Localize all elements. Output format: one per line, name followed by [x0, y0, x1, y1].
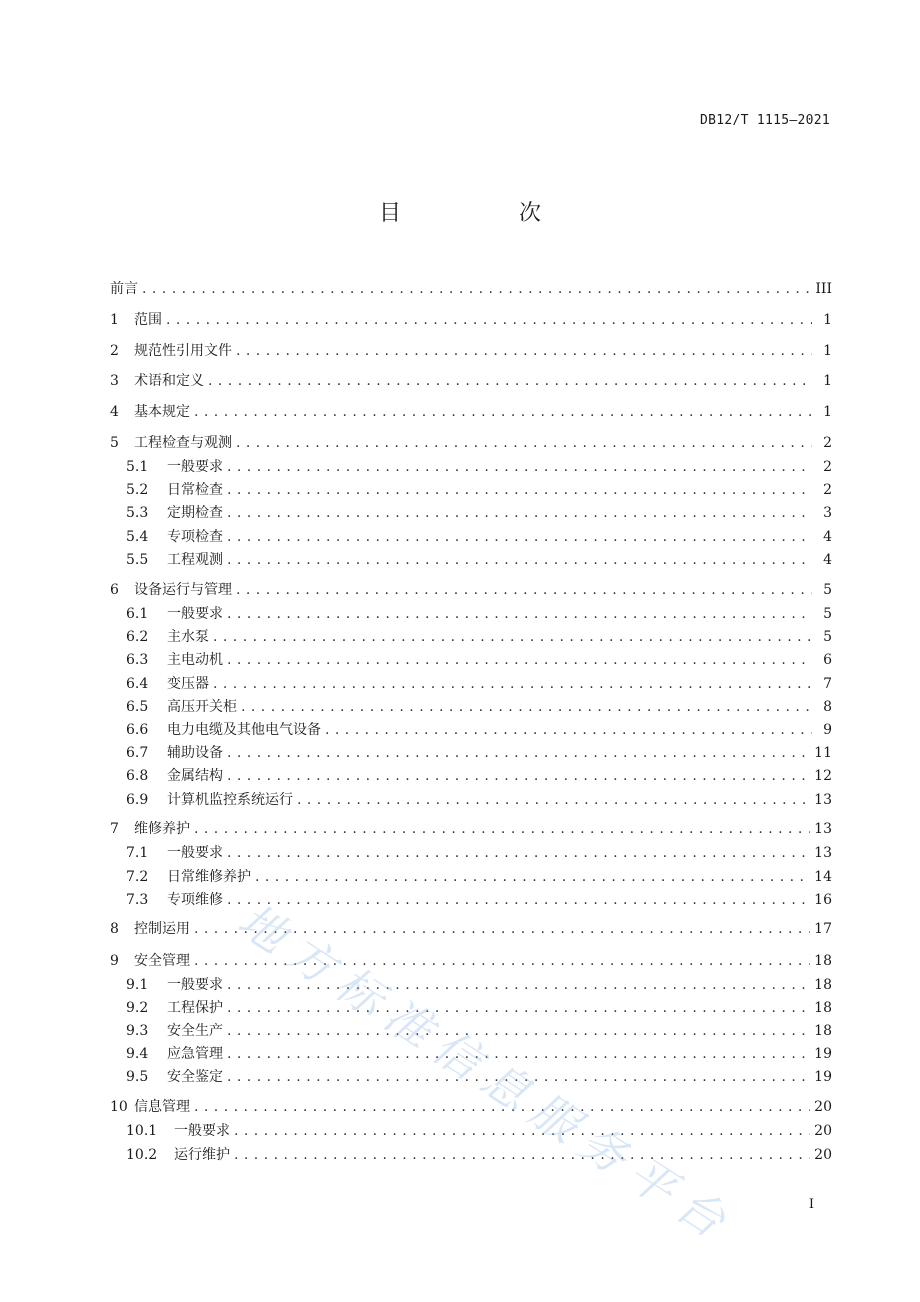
- toc-entry-title: 主水泵: [167, 629, 209, 645]
- toc-leader-dots: [236, 582, 812, 598]
- toc-entry-page: 9: [823, 722, 832, 738]
- toc-entry-title: 应急管理: [167, 1046, 223, 1062]
- toc-entry-page: 17: [814, 921, 832, 937]
- toc-entry-number: 7: [110, 821, 119, 837]
- toc-entry-title: 工程检查与观测: [134, 435, 232, 451]
- toc-entry[interactable]: [126, 1020, 832, 1040]
- toc-leader-dots: [142, 281, 811, 297]
- toc-entry-title: 专项维修: [167, 892, 223, 908]
- toc-entry-number: 9.5: [126, 1069, 149, 1085]
- page-number: I: [808, 1197, 814, 1212]
- toc-entry-page: 3: [823, 505, 832, 521]
- toc-leader-dots: [241, 699, 812, 715]
- toc-entry[interactable]: [126, 502, 832, 522]
- toc-leader-dots: [234, 1147, 810, 1163]
- toc-entry-number: 9.4: [126, 1046, 149, 1062]
- toc-entry[interactable]: [110, 309, 832, 329]
- toc-entry-page: III: [815, 281, 832, 297]
- toc-entry-page: 12: [814, 768, 832, 784]
- toc-leader-dots: [227, 768, 810, 784]
- toc-entry-title: 规范性引用文件: [134, 343, 232, 359]
- toc-entry[interactable]: [126, 649, 832, 669]
- page-title: 目 次: [378, 201, 589, 226]
- toc-leader-dots: [227, 529, 812, 545]
- toc-entry[interactable]: [126, 696, 832, 716]
- toc-entry-title: 一般要求: [167, 606, 223, 622]
- toc-entry[interactable]: [126, 626, 832, 646]
- toc-entry-title: 安全管理: [134, 953, 190, 969]
- toc-entry-title: 工程保护: [167, 1000, 223, 1016]
- toc-entry-page: 2: [823, 435, 832, 451]
- toc-entry[interactable]: [126, 1120, 832, 1140]
- toc-entry-page: 18: [814, 1000, 832, 1016]
- toc-entry[interactable]: [110, 950, 832, 970]
- toc-entry-page: 5: [823, 606, 832, 622]
- toc-entry-page: 14: [814, 869, 832, 885]
- toc-leader-dots: [325, 722, 812, 738]
- toc-entry-page: 16: [814, 892, 832, 908]
- toc-entry-title: 日常维修养护: [167, 869, 251, 885]
- toc-entry[interactable]: [126, 866, 832, 886]
- toc-leader-dots: [227, 1023, 810, 1039]
- toc-entry-page: 8: [823, 699, 832, 715]
- toc-entry[interactable]: [126, 1144, 832, 1164]
- toc-entry-number: 7.2: [126, 869, 149, 885]
- toc-entry-title: 一般要求: [167, 977, 223, 993]
- toc-entry-page: 20: [814, 1099, 832, 1115]
- toc-entry-page: 5: [823, 582, 832, 598]
- toc-entry-title: 金属结构: [167, 768, 223, 784]
- toc-entry-number: 6: [110, 582, 119, 598]
- toc-entry-page: 4: [823, 552, 832, 568]
- toc-leader-dots: [194, 821, 810, 837]
- toc-entry-number: 6.5: [126, 699, 149, 715]
- toc-entry[interactable]: [110, 340, 832, 360]
- toc-entry-page: 1: [823, 373, 832, 389]
- toc-entry-title: 高压开关柜: [167, 699, 237, 715]
- toc-entry-title: 信息管理: [134, 1099, 190, 1115]
- toc-entry[interactable]: [126, 1043, 832, 1063]
- toc-entry-number: 6.4: [126, 676, 149, 692]
- toc-entry-number: 6.7: [126, 745, 149, 761]
- toc-entry-number: 10: [110, 1099, 128, 1115]
- toc-entry-title: 范围: [134, 312, 162, 328]
- toc-entry-title: 控制运用: [134, 921, 190, 937]
- toc-entry-number: 9.3: [126, 1023, 149, 1039]
- toc-entry[interactable]: [110, 918, 832, 938]
- toc-entry-page: 2: [823, 459, 832, 475]
- toc-entry-number: 10.2: [126, 1147, 158, 1163]
- toc-entry-title: 专项检查: [167, 529, 223, 545]
- toc-entry[interactable]: [110, 370, 832, 390]
- toc-entry-number: 6.8: [126, 768, 149, 784]
- toc-entry[interactable]: [126, 974, 832, 994]
- toc-entry-page: 19: [814, 1046, 832, 1062]
- toc-leader-dots: [194, 953, 810, 969]
- toc-entry-number: 6.9: [126, 792, 149, 808]
- toc-leader-dots: [213, 629, 812, 645]
- toc-entry-page: 18: [814, 1023, 832, 1039]
- toc-leader-dots: [213, 676, 812, 692]
- toc-entry[interactable]: [126, 889, 832, 909]
- toc-entry-number: 6.3: [126, 652, 149, 668]
- toc-entry-page: 19: [814, 1069, 832, 1085]
- toc-entry[interactable]: [126, 673, 832, 693]
- toc-leader-dots: [194, 921, 810, 937]
- toc-entry[interactable]: [126, 842, 832, 862]
- toc-entry-title: 一般要求: [167, 459, 223, 475]
- toc-entry[interactable]: [126, 526, 832, 546]
- toc-entry-number: 8: [110, 921, 119, 937]
- toc-entry-page: 20: [814, 1147, 832, 1163]
- toc-leader-dots: [236, 435, 812, 451]
- toc-entry-title: 维修养护: [134, 821, 190, 837]
- toc-entry-page: 18: [814, 977, 832, 993]
- toc-entry[interactable]: [110, 579, 832, 599]
- toc-entry-page: 13: [814, 821, 832, 837]
- toc-entry-title: 工程观测: [167, 552, 223, 568]
- toc-entry-page: 11: [814, 745, 832, 761]
- toc-entry-number: 4: [110, 404, 119, 420]
- toc-entry[interactable]: [126, 789, 832, 809]
- toc-entry-number: 9: [110, 953, 119, 969]
- toc-leader-dots: [227, 459, 812, 475]
- toc-leader-dots: [255, 869, 810, 885]
- toc-entry-page: 1: [823, 312, 832, 328]
- toc-entry-number: 7.3: [126, 892, 149, 908]
- toc-entry-number: 1: [110, 312, 119, 328]
- toc-leader-dots: [194, 404, 812, 420]
- toc-leader-dots: [227, 1046, 810, 1062]
- toc-entry[interactable]: [110, 1096, 832, 1116]
- toc-entry-page: 5: [823, 629, 832, 645]
- toc-entry-page: 13: [814, 845, 832, 861]
- toc-leader-dots: [208, 373, 812, 389]
- toc-entry-title: 安全鉴定: [167, 1069, 223, 1085]
- toc-entry[interactable]: [126, 719, 832, 739]
- toc-leader-dots: [236, 343, 812, 359]
- toc-entry-page: 18: [814, 953, 832, 969]
- toc-leader-dots: [227, 652, 812, 668]
- toc-leader-dots: [227, 505, 812, 521]
- toc-entry-number: 9.1: [126, 977, 149, 993]
- toc-leader-dots: [227, 977, 810, 993]
- toc-entry-number: 7.1: [126, 845, 149, 861]
- toc-entry-page: 1: [823, 343, 832, 359]
- toc-entry-title: 设备运行与管理: [134, 582, 232, 598]
- toc-leader-dots: [227, 1069, 810, 1085]
- toc-entry-title: 术语和定义: [134, 373, 204, 389]
- toc-entry[interactable]: [126, 456, 832, 476]
- toc-entry-number: 5.4: [126, 529, 149, 545]
- toc-entry-number: 5: [110, 435, 119, 451]
- toc-entry-number: 5.5: [126, 552, 149, 568]
- toc-entry-page: 2: [823, 482, 832, 498]
- toc-entry[interactable]: [110, 401, 832, 421]
- toc-entry-page: 6: [823, 652, 832, 668]
- toc-leader-dots: [227, 482, 812, 498]
- toc-entry[interactable]: [126, 603, 832, 623]
- toc-entry-number: 2: [110, 343, 119, 359]
- toc-entry-page: 13: [814, 792, 832, 808]
- toc-entry-number: 6.2: [126, 629, 149, 645]
- toc-leader-dots: [227, 892, 810, 908]
- toc-entry-number: 5.2: [126, 482, 149, 498]
- toc-leader-dots: [227, 606, 812, 622]
- toc-entry-title: 定期检查: [167, 505, 223, 521]
- toc-entry-number: 5.3: [126, 505, 149, 521]
- toc-entry-title: 电力电缆及其他电气设备: [167, 722, 321, 738]
- toc-entry[interactable]: [126, 742, 832, 762]
- toc-entry[interactable]: [126, 997, 832, 1017]
- toc-entry-title: 计算机监控系统运行: [167, 792, 293, 808]
- toc-entry-page: 7: [823, 676, 832, 692]
- toc-entry-title: 基本规定: [134, 404, 190, 420]
- document-code: DB12/T 1115—2021: [699, 113, 830, 128]
- toc-entry-title: 主电动机: [167, 652, 223, 668]
- toc-entry-title: 辅助设备: [167, 745, 223, 761]
- toc-leader-dots: [194, 1099, 810, 1115]
- toc-entry-title: 前言: [110, 281, 138, 297]
- toc-entry[interactable]: [126, 549, 832, 569]
- toc-entry-number: 6.6: [126, 722, 149, 738]
- toc-entry-number: 9.2: [126, 1000, 149, 1016]
- toc-entry-number: 5.1: [126, 459, 149, 475]
- toc-leader-dots: [234, 1123, 810, 1139]
- toc-leader-dots: [227, 552, 812, 568]
- toc-leader-dots: [166, 312, 812, 328]
- toc-entry[interactable]: [110, 278, 832, 298]
- toc-entry-number: 6.1: [126, 606, 149, 622]
- toc-leader-dots: [227, 745, 810, 761]
- toc-entry[interactable]: [110, 818, 832, 838]
- toc-entry[interactable]: [126, 479, 832, 499]
- toc-entry-title: 安全生产: [167, 1023, 223, 1039]
- toc-entry[interactable]: [110, 432, 832, 452]
- toc-leader-dots: [227, 1000, 810, 1016]
- toc-entry-title: 一般要求: [174, 1123, 230, 1139]
- toc-leader-dots: [297, 792, 810, 808]
- toc-leader-dots: [227, 845, 810, 861]
- toc-entry-page: 1: [823, 404, 832, 420]
- toc-entry-title: 变压器: [167, 676, 209, 692]
- toc-entry-page: 4: [823, 529, 832, 545]
- watermark: 地方标准信息服务平台: [228, 892, 745, 1255]
- toc-entry-title: 日常检查: [167, 482, 223, 498]
- toc-entry-number: 10.1: [126, 1123, 158, 1139]
- toc-entry-title: 运行维护: [174, 1147, 230, 1163]
- toc-entry-number: 3: [110, 373, 119, 389]
- toc-entry-title: 一般要求: [167, 845, 223, 861]
- toc-entry[interactable]: [126, 1066, 832, 1086]
- toc-entry[interactable]: [126, 765, 832, 785]
- toc-entry-page: 20: [814, 1123, 832, 1139]
